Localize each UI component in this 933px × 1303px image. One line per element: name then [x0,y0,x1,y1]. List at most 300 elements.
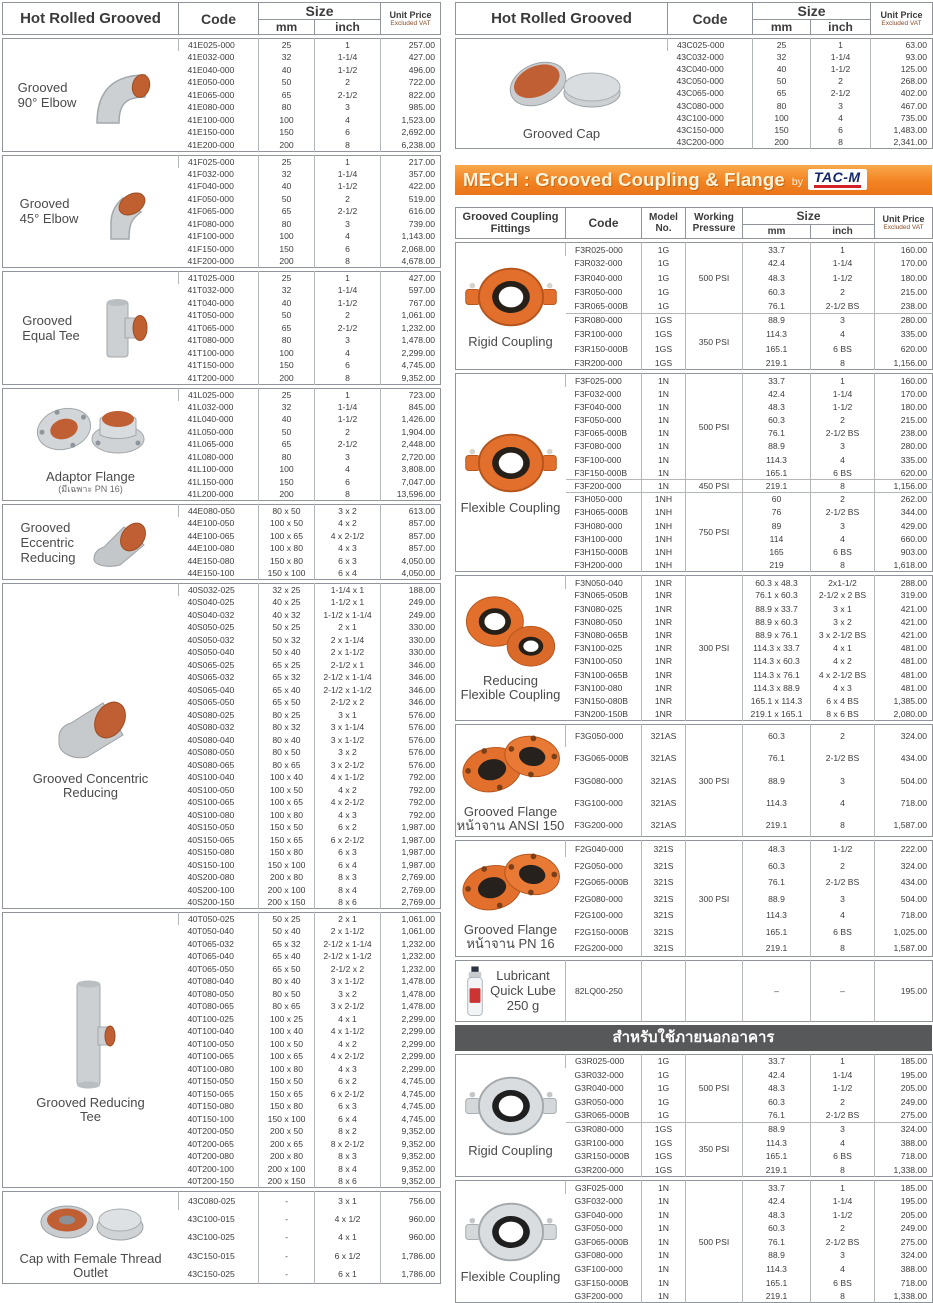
model-cell: 1N [642,387,686,400]
mm-cell: 200 [259,488,315,501]
price-cell: 1,061.00 [381,309,441,322]
mm-cell: 25 [259,39,315,52]
price-cell: 1,143.00 [381,230,441,243]
price-cell: 1,338.00 [875,1163,933,1177]
inch-cell: 2 [811,413,875,426]
mm-cell: 219.1 [743,940,811,957]
price-cell: 1,587.00 [875,940,933,957]
product-cell [456,960,566,1021]
photo-grooved-equal-tee [85,296,159,360]
model-cell: 1NR [642,615,686,628]
price-cell: 576.00 [381,746,441,759]
price-cell: 481.00 [875,668,933,681]
table-row [456,39,933,51]
price-cell: 756.00 [381,1192,441,1210]
section-table-grooved-equal-tee [2,271,441,385]
mm-cell: 150 x 50 [259,821,315,834]
inch-cell: 3 x 1-1/2 [315,975,381,988]
section-table-outdoor-rigid-coupling [455,1054,933,1177]
inch-cell: 2-1/2 [315,438,381,451]
code-cell: G3F150-000B [574,1277,629,1288]
mm-cell: 219.1 [743,1163,811,1177]
model-cell [642,960,686,1021]
price-cell: 257.00 [381,39,441,52]
mm-cell: 88.9 [743,313,811,327]
inch-cell: 8 [811,940,875,957]
price-cell: 481.00 [875,655,933,668]
inch-cell: 6 BS [811,545,875,558]
price-cell: 388.00 [875,1262,933,1276]
coupling-header-inch: inch [811,224,875,238]
code-cell: 43C050-000 [676,76,724,87]
mm-cell: 48.3 [743,1081,811,1095]
inch-cell: 8 [315,488,381,501]
product-name-line: Rigid Coupling [468,333,553,349]
mm-cell: 80 [259,451,315,464]
price-cell: 1,523.00 [381,114,441,127]
code-cell: F2G200-000 [574,942,623,953]
code-cell: 40S050-040 [187,647,235,658]
price-cell: 249.00 [381,596,441,609]
product-name-line: Reducing [483,672,538,688]
inch-cell: 4 [811,453,875,466]
code-cell: 43C025-000 [668,39,753,51]
inch-cell: 2-1/2 [315,205,381,218]
mm-cell: 40 x 32 [259,609,315,622]
product-name-line: Grooved Flange [463,922,558,937]
product-name-line: 250 g [506,998,540,1014]
price-cell: 1,156.00 [875,356,933,370]
mm-cell: 150 x 80 [259,846,315,859]
model-cell: 1N [642,413,686,426]
inch-cell: 4 x 1 [811,642,875,655]
mm-cell: 65 x 50 [259,696,315,709]
price-cell: 4,678.00 [381,255,441,268]
model-cell: 1N [642,440,686,453]
inch-cell: 2 [315,76,381,89]
mm-cell: 50 x 32 [259,634,315,647]
section-table-grooved-cap [455,38,933,149]
code-cell: 40S065-025 [187,659,235,670]
mm-cell: 76.1 [743,874,811,891]
model-cell: 1NR [642,642,686,655]
cap-header-code: Code [668,3,753,35]
price-cell: 9,352.00 [381,1125,441,1138]
mm-cell: 100 x 50 [259,517,315,530]
price-cell: 718.00 [875,1276,933,1290]
price-cell: 9,352.00 [381,1150,441,1163]
price-cell: 576.00 [381,721,441,734]
price-cell: 4,050.00 [381,555,441,568]
inch-cell: 8 [811,356,875,370]
mm-cell: 76.1 [743,1109,811,1123]
inch-cell: 8 [315,372,381,385]
code-cell: 41E050-000 [187,77,235,88]
price-cell: 1,478.00 [381,1000,441,1013]
code-cell: 41T065-000 [187,322,234,333]
mm-cell: 40 [259,297,315,310]
mm-cell: 40 x 25 [259,596,315,609]
mm-cell: 42.4 [743,387,811,400]
mm-cell: 32 [259,284,315,297]
code-cell: F3N080-065B [574,630,629,641]
price-cell: 960.00 [381,1210,441,1228]
inch-cell: 1-1/2 [811,841,875,858]
inch-cell: 1-1/4 [811,51,871,63]
code-cell: 40T200-080 [187,1151,234,1162]
mm-cell: 200 x 80 [259,871,315,884]
model-cell: 1NR [642,602,686,615]
section-table-outdoor-flexible-coupling [455,1180,933,1303]
model-cell: 1G [642,1081,686,1095]
inch-cell: 8 x 6 BS [811,708,875,721]
model-cell: 1NR [642,668,686,681]
model-cell: 1G [642,242,686,256]
price-cell: 2,299.00 [381,1063,441,1076]
inch-cell: 1-1/2 [315,413,381,426]
inch-cell: 8 x 3 [315,1150,381,1163]
code-cell: 41L065-000 [187,439,234,450]
inch-cell: 6 x 1 [315,1265,381,1283]
product-cell [456,242,566,370]
price-cell: 504.00 [875,890,933,907]
mm-cell: 33.7 [743,1054,811,1068]
code-cell: 40S080-040 [187,734,235,745]
model-cell: 321AS [642,770,686,792]
price-cell: 1,904.00 [381,426,441,439]
inch-cell: 6 x 4 BS [811,694,875,707]
price-cell: 1,338.00 [875,1289,933,1303]
mm-cell: 219.1 [743,356,811,370]
price-cell: 597.00 [381,284,441,297]
cap-header-product: Hot Rolled Grooved [456,3,668,35]
inch-cell: 3 [811,440,875,453]
model-cell: 321S [642,923,686,940]
left-header-code: Code [179,3,259,35]
price-cell: 620.00 [875,342,933,356]
mm-cell: 50 x 40 [259,646,315,659]
product-name [19,1252,161,1280]
product-cell [3,388,179,501]
model-cell: 1G [642,256,686,270]
working-pressure-cell: 300 PSI [686,576,743,721]
mm-cell: 200 x 65 [259,1138,315,1151]
price-cell: 496.00 [381,64,441,77]
inch-cell: 3 x 2 [315,746,381,759]
inch-cell: 8 [811,1163,875,1177]
mm-cell: 65 [259,89,315,102]
code-cell: F3R080-000 [566,313,642,327]
photo-flexible-coupling [463,430,559,496]
inch-cell: 8 x 2-1/2 [315,1138,381,1151]
table-row [3,155,441,168]
mm-cell: 60 [743,493,811,506]
inch-cell: 1 [811,39,871,51]
working-pressure-cell: 500 PSI [686,1054,743,1122]
price-cell: 170.00 [875,256,933,270]
price-cell: 217.00 [381,155,441,168]
mm-cell: 114.3 x 88.9 [743,681,811,694]
code-cell: 41F150-000 [187,243,234,254]
code-cell: 43C100-015 [187,1214,235,1225]
code-cell: 40T150-080 [187,1101,234,1112]
inch-cell: 1 [811,1181,875,1195]
mm-cell: 165.1 [743,342,811,356]
inch-cell: 6 x 3 [315,555,381,568]
inch-cell: 8 x 2 [315,1125,381,1138]
model-cell: 1GS [642,342,686,356]
product-name-line: Lubricant [496,968,550,984]
product-name-line: Grooved Flange [463,804,558,820]
price-cell: 180.00 [875,400,933,413]
unit-price-label: Unit Price [880,10,923,20]
inch-cell: 6 BS [811,342,875,356]
code-cell: F3H050-000 [566,493,642,506]
mm-cell: 100 [259,114,315,127]
price-cell: 2,769.00 [381,871,441,884]
code-cell: 44E100-080 [187,543,235,554]
price-cell: 335.00 [875,327,933,341]
mm-cell: - [259,1192,315,1210]
inch-cell: 2 [811,1095,875,1109]
code-cell: 41L100-000 [187,464,234,475]
code-cell: F3F040-000 [574,401,622,412]
inch-cell: 2-1/2 x 2 [315,696,381,709]
code-cell: 40S080-032 [187,722,235,733]
cap-table-header [455,2,933,35]
price-cell: 2,299.00 [381,1050,441,1063]
inch-cell: 4 [315,230,381,243]
product-cell [3,505,179,580]
code-cell: 40S100-080 [187,809,235,820]
photo-grooved-reducing-tee [60,977,122,1091]
inch-cell: 8 [315,255,381,268]
inch-cell: 2-1/2 x 2 [315,963,381,976]
code-cell: F2G080-000 [574,893,623,904]
inch-cell: 1 [315,155,381,168]
product-name-line: Outlet [73,1265,108,1280]
code-cell: G3R065-000B [574,1110,630,1121]
mm-cell: 65 [259,438,315,451]
section-table-grooved-45-elbow [2,155,441,269]
code-cell: 40S150-065 [187,834,235,845]
mm-cell: 25 [259,272,315,285]
price-cell: 195.00 [875,1194,933,1208]
mm-cell: 80 x 40 [259,975,315,988]
mm-cell: - [259,1210,315,1228]
inch-cell: 1 [315,39,381,52]
code-cell: 43C150-000 [676,124,724,135]
code-cell: 41E100-000 [187,114,235,125]
price-cell: 2,068.00 [381,243,441,256]
price-cell: 215.00 [875,413,933,426]
mm-cell: 200 x 150 [259,896,315,909]
inch-cell: 2x1-1/2 [811,576,875,589]
model-cell: 1GS [642,356,686,370]
model-cell: 1N [642,374,686,387]
price-cell: 330.00 [381,621,441,634]
mm-cell: 40 [259,64,315,77]
code-cell: G3F200-000 [574,1290,623,1301]
code-cell: 41F200-000 [187,256,234,266]
price-cell: 792.00 [381,784,441,797]
inch-cell: 2-1/2 BS [811,1235,875,1249]
coupling-header-code: Code [566,207,642,238]
code-cell: 41T150-000 [187,360,234,371]
inch-cell: 4 [811,1262,875,1276]
price-cell: 421.00 [875,628,933,641]
mm-cell: 100 x 65 [259,796,315,809]
inch-cell: 8 x 6 [315,896,381,909]
model-cell: 1NH [642,506,686,519]
cap-header-mm: mm [753,20,811,35]
inch-cell: 1 [811,1054,875,1068]
section-table-reducing-flexible-coupling [455,575,933,721]
photo-grooved-cap [498,46,626,122]
price-cell: 722.00 [381,76,441,89]
inch-cell: 2-1/2 x 1 [315,659,381,672]
mm-cell: 100 x 80 [259,542,315,555]
inch-cell: 1-1/2 [315,180,381,193]
code-cell: 43C150-015 [187,1250,235,1261]
code-cell: 40T065-032 [187,938,234,949]
photo-outdoor-flexible-coupling [463,1199,559,1265]
model-cell: 1NH [642,559,686,572]
inch-cell: 2 [811,725,875,747]
price-cell: 1,587.00 [875,814,933,836]
code-cell: 41E200-000 [187,139,235,150]
inch-cell: 3 x 1-1/2 [315,734,381,747]
mm-cell: 80 [259,218,315,231]
inch-cell: 8 [811,814,875,836]
code-cell: F3F100-000 [574,454,622,465]
inch-cell: 2-1/2 [315,89,381,102]
code-cell: 40T080-065 [187,1001,234,1012]
price-cell: 195.00 [875,960,933,1021]
model-cell: 1N [642,1221,686,1235]
mm-cell: 50 [259,309,315,322]
price-cell: 1,232.00 [381,322,441,335]
inch-cell: 4 x 3 [315,1063,381,1076]
inch-cell: 4 x 3 [811,681,875,694]
inch-cell: 3 [811,1249,875,1263]
code-cell: F3R150-000B [574,343,629,354]
product-name-line: Reducing [20,549,76,565]
price-cell: 346.00 [381,659,441,672]
mm-cell: 165 [743,545,811,558]
mm-cell: 50 [259,76,315,89]
mm-cell: 114.3 [743,792,811,814]
code-cell: 40S200-080 [187,872,235,883]
code-cell: 82LQ00-250 [566,960,642,1021]
table-row [456,242,933,256]
price-cell: 422.00 [381,180,441,193]
code-cell: 40T050-040 [187,926,234,937]
mm-cell: 100 [259,347,315,360]
inch-cell: 2 x 1 [315,621,381,634]
product-name-line: Cap with Female Thread [19,1251,162,1266]
code-cell: F3N080-050 [574,616,623,627]
product-name-line: Grooved Reducing [36,1094,145,1110]
price-cell: 2,448.00 [381,438,441,451]
price-cell: 427.00 [381,272,441,285]
inch-cell: 6 BS [811,466,875,479]
inch-cell: 3 x 1 [811,602,875,615]
mm-cell: 114.3 x 33.7 [743,642,811,655]
product-name-line: Equal Tee [22,327,80,343]
code-cell: 41T032-000 [187,285,234,296]
code-cell: 40T065-050 [187,963,234,974]
mm-cell: 89 [743,519,811,532]
inch-cell: 8 x 4 [315,1163,381,1176]
model-cell: 1N [642,1208,686,1222]
inch-cell: 1 [811,242,875,256]
mm-cell: 114.3 [743,327,811,341]
code-cell: 43C065-000 [676,88,724,99]
mm-cell: 100 x 80 [259,809,315,822]
left-header-product: Hot Rolled Grooved [3,3,179,35]
product-cell [456,725,566,837]
mm-cell: 25 [259,388,315,401]
price-cell: 822.00 [381,89,441,102]
inch-cell: 4 x 2 [315,517,381,530]
table-row [3,39,441,52]
mm-cell: 114 [743,532,811,545]
right-column [455,2,932,1303]
mm-cell: 200 x 100 [259,1163,315,1176]
price-cell: 792.00 [381,809,441,822]
mm-cell: 100 [259,230,315,243]
code-cell: 43C150-025 [187,1269,235,1280]
inch-cell: 4 x 1 [315,1013,381,1026]
price-cell: 215.00 [875,285,933,299]
left-sections [2,38,440,1284]
price-cell: 160.00 [875,242,933,256]
mech-banner-title: MECH : Grooved Coupling & Flange [463,168,785,190]
price-cell: 7,047.00 [381,476,441,489]
price-cell: 249.00 [875,1221,933,1235]
left-header-size: Size [259,3,381,20]
left-header-inch: inch [315,20,381,35]
code-cell: F3H200-000 [574,559,623,570]
code-cell: G3F050-000 [574,1223,623,1234]
inch-cell: 2-1/2 x 1-1/4 [315,938,381,951]
mm-cell: 65 x 25 [259,659,315,672]
table-row [456,841,933,858]
code-cell: 40S040-032 [187,609,235,620]
code-cell: G3R100-000 [574,1137,624,1148]
code-cell: 40T100-065 [187,1051,234,1062]
inch-cell: 6 x 2 [315,821,381,834]
inch-cell: 1 [315,272,381,285]
code-cell: G3R150-000B [574,1151,630,1162]
code-cell: 40T100-040 [187,1026,234,1037]
photo-grooved-90-elbow [81,65,163,125]
mm-cell: 114.3 x 76.1 [743,668,811,681]
mm-cell: 100 x 65 [259,530,315,543]
code-cell: F3R065-000B [574,300,629,311]
price-cell: 1,232.00 [381,938,441,951]
code-cell: 40T100-025 [187,1013,234,1024]
model-cell: 1NR [642,694,686,707]
table-row [456,1054,933,1068]
product-name [461,501,561,515]
inch-cell: 6 x 3 [315,846,381,859]
inch-cell: 6 x 2-1/2 [315,1088,381,1101]
photo-lubricant-quick-lube [465,964,485,1018]
inch-cell: 6 x 1/2 [315,1247,381,1265]
mm-cell: 114.3 [743,453,811,466]
